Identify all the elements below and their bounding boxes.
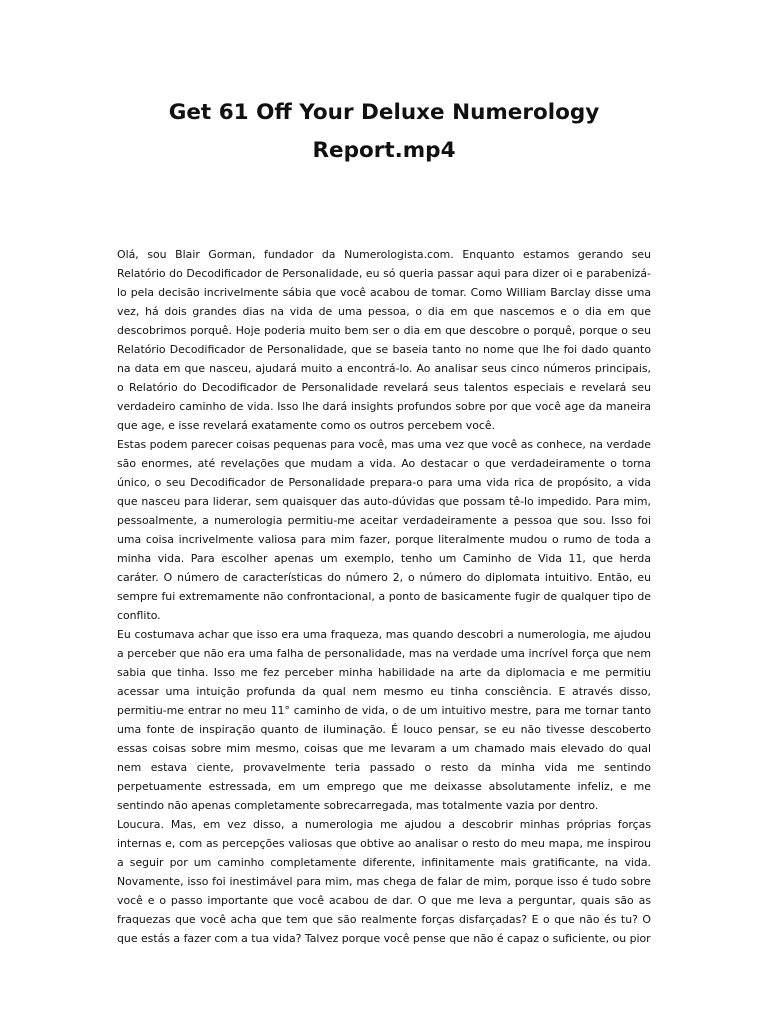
document-title: Get 61 Off Your Deluxe Numerology Report.mp4: [168, 100, 600, 163]
body-paragraph: Olá, sou Blair Gorman, fundador da Numerologista.com. Enquanto estamos gerando seu Relatório do Decodificador de Personalidade, eu só queria passar aqui para dizer oi e parabenizá-lo pela decisão incrivelmente sábia que você acabou de tomar. Como William Barclay disse uma vez, há dois grandes dias na vida de uma pessoa, o dia em que nascemos e o dia em que descobrimos porquê. Hoje poderia muito bem ser o dia em que descobre o porquê, porque o seu Relatório Decodificador de Personalidade, que se baseia tanto no nome que lhe foi dado quanto na data em que nasceu, ajudará muito a encontrá-lo. Ao analisar seus cinco números principais, o Relatório do Decodificador de Personalidade revelará seus talentos especiais e revelará seu verdadeiro caminho de vida. Isso lhe dará insights profundos sobre por que você age da maneira que age, e isse revelará exatamente como os outros percebem você.: [117, 248, 651, 432]
body-paragraph: Loucura. Mas, em vez disso, a numerologia me ajudou a descobrir minhas próprias forças internas e, com as percepções valiosas que obtive ao analisar o resto do meu mapa, me inspirou a seguir por um caminho completamente diferente, infinitamente mais gratificante, na vida. Novamente, isso foi inestimável para mim, mas chega de falar de mim, porque isso é tudo sobre você e o passo importante que você acabou de dar. O que me leva a perguntar, quais são as fraquezas que você acha que tem que são realmente forças disfarçadas? E o que não és tu? O que estás a fazer com a tua vida? Talvez porque você pense que não é capaz o suficiente, ou pior: [117, 818, 651, 945]
document-body: [117, 245, 651, 948]
body-paragraph: Estas podem parecer coisas pequenas para você, mas uma vez que você as conhece, na verdade são enormes, até revelações que mudam a vida. Ao destacar o que verdadeiramente o torna único, o seu Decodificador de Personalidade prepara-o para uma vida rica de propósito, a vida que nasceu para liderar, sem quaisquer das auto-dúvidas que possam tê-lo impedido. Para mim, pessoalmente, a numerologia permitiu-me aceitar verdadeiramente a pessoa que sou. Isso foi uma coisa incrivelmente valiosa para mim fazer, porque literalmente mudou o rumo de toda a minha vida. Para escolher apenas um exemplo, tenho um Caminho de Vida 11, que herda caráter. O número de características do número 2, o número do diplomata intuitivo. Então, eu sempre fui extremamente não confrontacional, a ponto de basicamente fugir de qualquer tipo de conflito.: [117, 438, 651, 622]
body-paragraph: Eu costumava achar que isso era uma fraqueza, mas quando descobri a numerologia, me ajudou a perceber que não era uma falha de personalidade, mas na verdade uma incrível força que nem sabia que tinha. Isso me fez perceber minha habilidade na arte da diplomacia e me permitiu acessar uma intuição profunda da qual nem mesmo eu tinha consciência. E através disso, permitiu-me entrar no meu 11° caminho de vida, o de um intuitivo mestre, para me tornar tanto uma fonte de inspiração quanto de iluminação. É louco pensar, se eu não tivesse descoberto essas coisas sobre mim mesmo, coisas que me levaram a um chamado mais elevado do qual nem estava ciente, provavelmente teria passado o resto da minha vida me sentindo perpetuamente estressada, em um emprego que me deixasse absolutamente infeliz, e me sentindo não apenas completamente sobrecarregada, mas totalmente vazia por dentro.: [117, 628, 651, 812]
